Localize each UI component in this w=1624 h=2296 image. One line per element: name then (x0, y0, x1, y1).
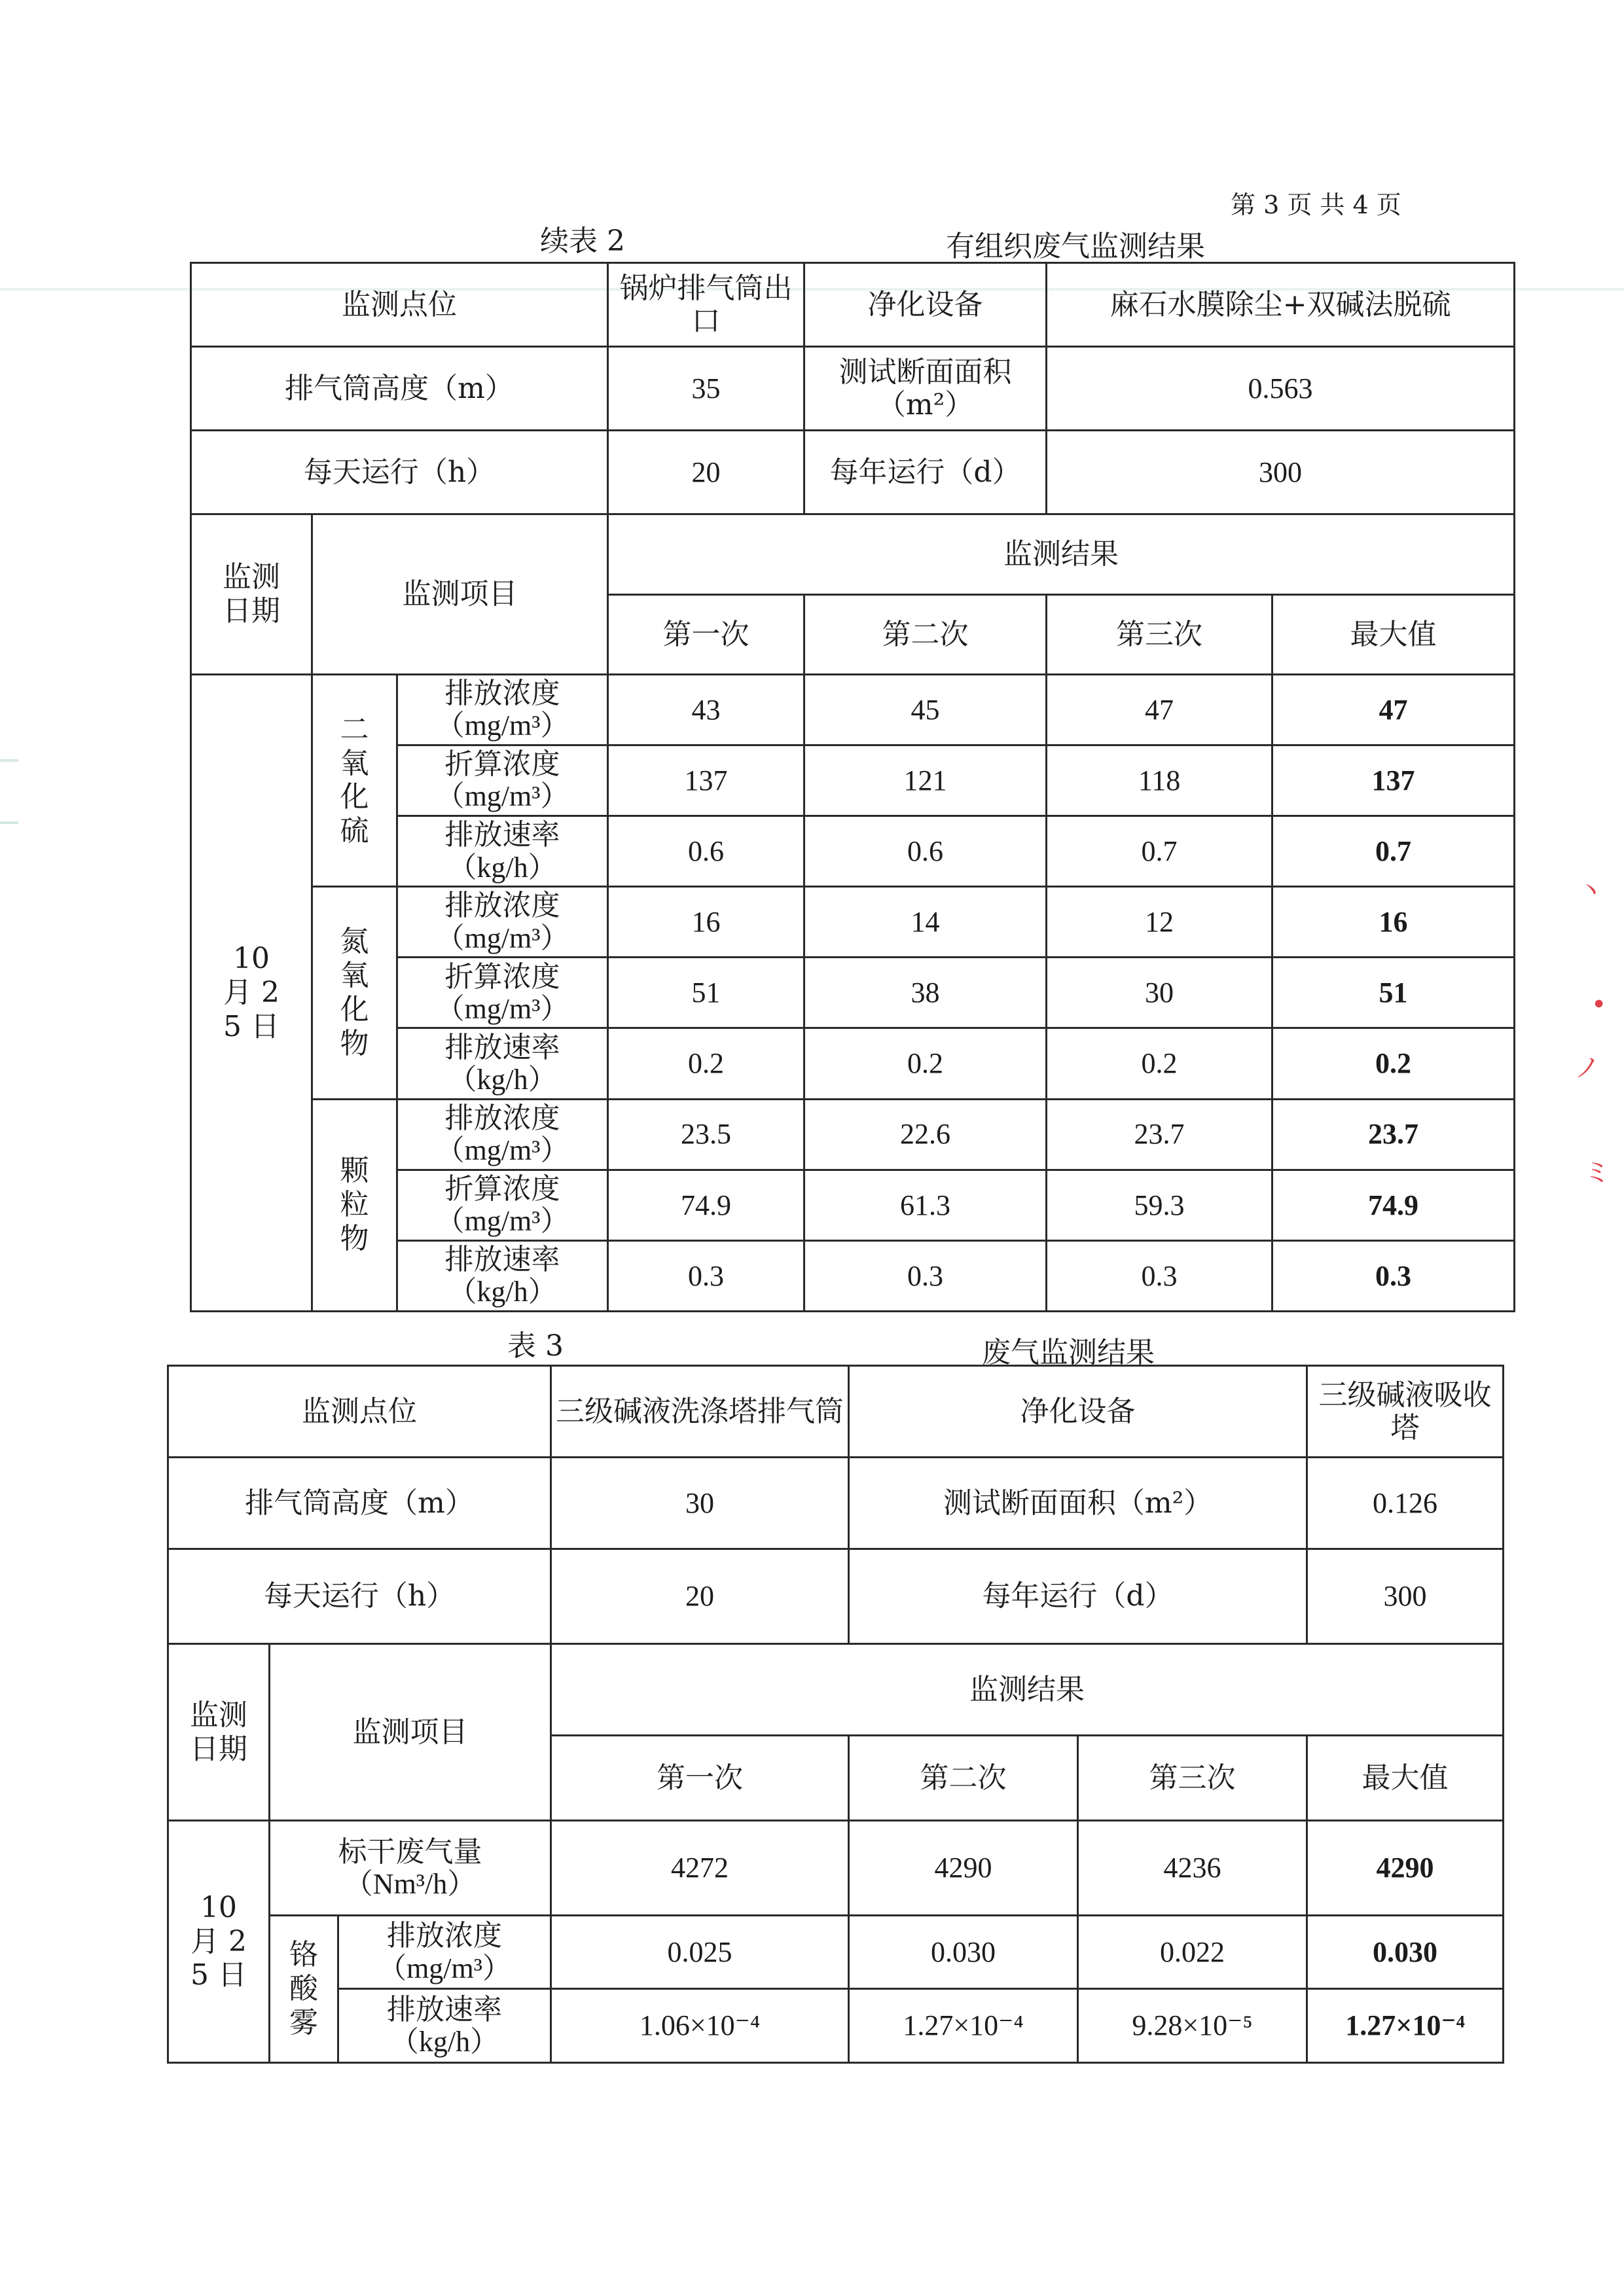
point-label: 监测点位 (191, 263, 608, 347)
item-cell: 标干废气量 （Nm³/h） (270, 1821, 551, 1916)
value-2: 14 (804, 887, 1047, 958)
height-label: 排气筒高度（m） (191, 347, 608, 431)
item-header: 监测项目 (270, 1644, 551, 1821)
value-3: 0.022 (1078, 1916, 1307, 1989)
value-2: 1.27×10⁻⁴ (849, 1989, 1078, 2063)
area-value: 0.126 (1307, 1458, 1504, 1549)
value-2: 0.6 (804, 816, 1047, 887)
date-header: 监测日期 (168, 1644, 270, 1821)
value-3: 23.7 (1047, 1099, 1272, 1170)
value-1: 137 (608, 745, 804, 816)
value-2: 0.2 (804, 1028, 1047, 1099)
value-1: 1.06×10⁻⁴ (551, 1989, 849, 2063)
value-max: 74.9 (1272, 1170, 1515, 1240)
value-1: 0.3 (608, 1240, 804, 1311)
date-header: 监测日期 (191, 514, 312, 674)
equip-value: 三级碱液吸收塔 (1307, 1366, 1504, 1458)
equip-label: 净化设备 (849, 1366, 1307, 1458)
scan-mark (0, 759, 18, 762)
table3-caption-number: 表 3 (507, 1329, 564, 1363)
value-3: 0.2 (1047, 1028, 1272, 1099)
daily-label: 每天运行（h） (191, 431, 608, 514)
table2-caption-number: 续表 2 (540, 224, 625, 258)
third-header: 第三次 (1047, 594, 1272, 674)
item-cell: 折算浓度 （mg/m³） (397, 745, 608, 816)
table2 (190, 262, 1515, 1312)
value-max: 0.2 (1272, 1028, 1515, 1099)
scan-mark (0, 821, 18, 824)
max-header: 最大值 (1307, 1736, 1504, 1821)
equip-label: 净化设备 (804, 263, 1047, 347)
item-cell: 排放速率 （kg/h） (338, 1989, 551, 2063)
table3-caption-title: 废气监测结果 (982, 1336, 1155, 1369)
daily-value: 20 (551, 1549, 849, 1644)
value-1: 43 (608, 674, 804, 745)
item-cell: 排放速率 （kg/h） (397, 816, 608, 887)
value-max: 51 (1272, 958, 1515, 1028)
area-label: 测试断面面积（m²） (804, 347, 1047, 431)
value-1: 0.6 (608, 816, 804, 887)
item-cell: 折算浓度 （mg/m³） (397, 958, 608, 1028)
value-3: 0.3 (1047, 1240, 1272, 1311)
value-3: 12 (1047, 887, 1272, 958)
value-2: 4290 (849, 1821, 1078, 1916)
second-header: 第二次 (849, 1736, 1078, 1821)
first-header: 第一次 (551, 1736, 849, 1821)
yearly-label: 每年运行（d） (849, 1549, 1307, 1644)
yearly-label: 每年运行（d） (804, 431, 1047, 514)
value-2: 38 (804, 958, 1047, 1028)
value-3: 118 (1047, 745, 1272, 816)
value-3: 47 (1047, 674, 1272, 745)
table3 (167, 1365, 1504, 2064)
equip-value: 麻石水膜除尘+双碱法脱硫 (1047, 263, 1515, 347)
value-1: 0.2 (608, 1028, 804, 1099)
value-2: 0.030 (849, 1916, 1078, 1989)
point-value: 三级碱液洗涤塔排气筒 (551, 1366, 849, 1458)
second-header: 第二次 (804, 594, 1047, 674)
item-cell: 排放速率 （kg/h） (397, 1240, 608, 1311)
value-1: 16 (608, 887, 804, 958)
item-header: 监测项目 (312, 514, 608, 674)
value-2: 61.3 (804, 1170, 1047, 1240)
group-name: 二氧化硫 (312, 674, 397, 886)
value-max: 1.27×10⁻⁴ (1307, 1989, 1504, 2063)
value-3: 9.28×10⁻⁵ (1078, 1989, 1307, 2063)
group-name: 颗粒物 (312, 1099, 397, 1312)
point-label: 监测点位 (168, 1366, 551, 1458)
item-cell: 排放速率 （kg/h） (397, 1028, 608, 1099)
red-stamp-fragment: ミ (1584, 1158, 1610, 1188)
value-1: 0.025 (551, 1916, 849, 1989)
height-label: 排气筒高度（m） (168, 1458, 551, 1549)
value-2: 45 (804, 674, 1047, 745)
value-3: 59.3 (1047, 1170, 1272, 1240)
daily-label: 每天运行（h） (168, 1549, 551, 1644)
value-1: 23.5 (608, 1099, 804, 1170)
group-name: 铬酸雾 (270, 1916, 338, 2063)
date-cell: 10 月 25 日 (168, 1821, 270, 2063)
item-cell: 排放浓度 （mg/m³） (397, 674, 608, 745)
value-max: 0.7 (1272, 816, 1515, 887)
area-label: 测试断面面积（m²） (849, 1458, 1307, 1549)
value-3: 30 (1047, 958, 1272, 1028)
value-3: 0.7 (1047, 816, 1272, 887)
yearly-value: 300 (1047, 431, 1515, 514)
third-header: 第三次 (1078, 1736, 1307, 1821)
date-cell: 10 月 25 日 (191, 674, 312, 1311)
yearly-value: 300 (1307, 1549, 1504, 1644)
value-1: 51 (608, 958, 804, 1028)
value-max: 16 (1272, 887, 1515, 958)
value-1: 4272 (551, 1821, 849, 1916)
point-value: 锅炉排气筒出口 (608, 263, 804, 347)
value-3: 4236 (1078, 1821, 1307, 1916)
height-value: 30 (551, 1458, 849, 1549)
value-max: 137 (1272, 745, 1515, 816)
value-max: 47 (1272, 674, 1515, 745)
value-2: 0.3 (804, 1240, 1047, 1311)
max-header: 最大值 (1272, 594, 1515, 674)
height-value: 35 (608, 347, 804, 431)
results-header: 监测结果 (608, 514, 1515, 594)
value-max: 0.030 (1307, 1916, 1504, 1989)
value-1: 74.9 (608, 1170, 804, 1240)
item-cell: 排放浓度 （mg/m³） (338, 1916, 551, 1989)
value-max: 4290 (1307, 1821, 1504, 1916)
daily-value: 20 (608, 431, 804, 514)
value-max: 23.7 (1272, 1099, 1515, 1170)
item-cell: 折算浓度 （mg/m³） (397, 1170, 608, 1240)
red-stamp-fragment: ノ (1574, 1053, 1600, 1083)
first-header: 第一次 (608, 594, 804, 674)
table2-caption-title: 有组织废气监测结果 (946, 230, 1205, 263)
group-name: 氮氧化物 (312, 887, 397, 1099)
red-stamp-fragment: 丶 (1578, 876, 1604, 906)
red-stamp-fragment: ∙ (1591, 988, 1608, 1018)
page-number: 第 3 页 共 4 页 (1231, 190, 1401, 219)
value-max: 0.3 (1272, 1240, 1515, 1311)
area-value: 0.563 (1047, 347, 1515, 431)
item-cell: 排放浓度 （mg/m³） (397, 887, 608, 958)
value-2: 22.6 (804, 1099, 1047, 1170)
value-2: 121 (804, 745, 1047, 816)
item-cell: 排放浓度 （mg/m³） (397, 1099, 608, 1170)
results-header: 监测结果 (551, 1644, 1504, 1736)
